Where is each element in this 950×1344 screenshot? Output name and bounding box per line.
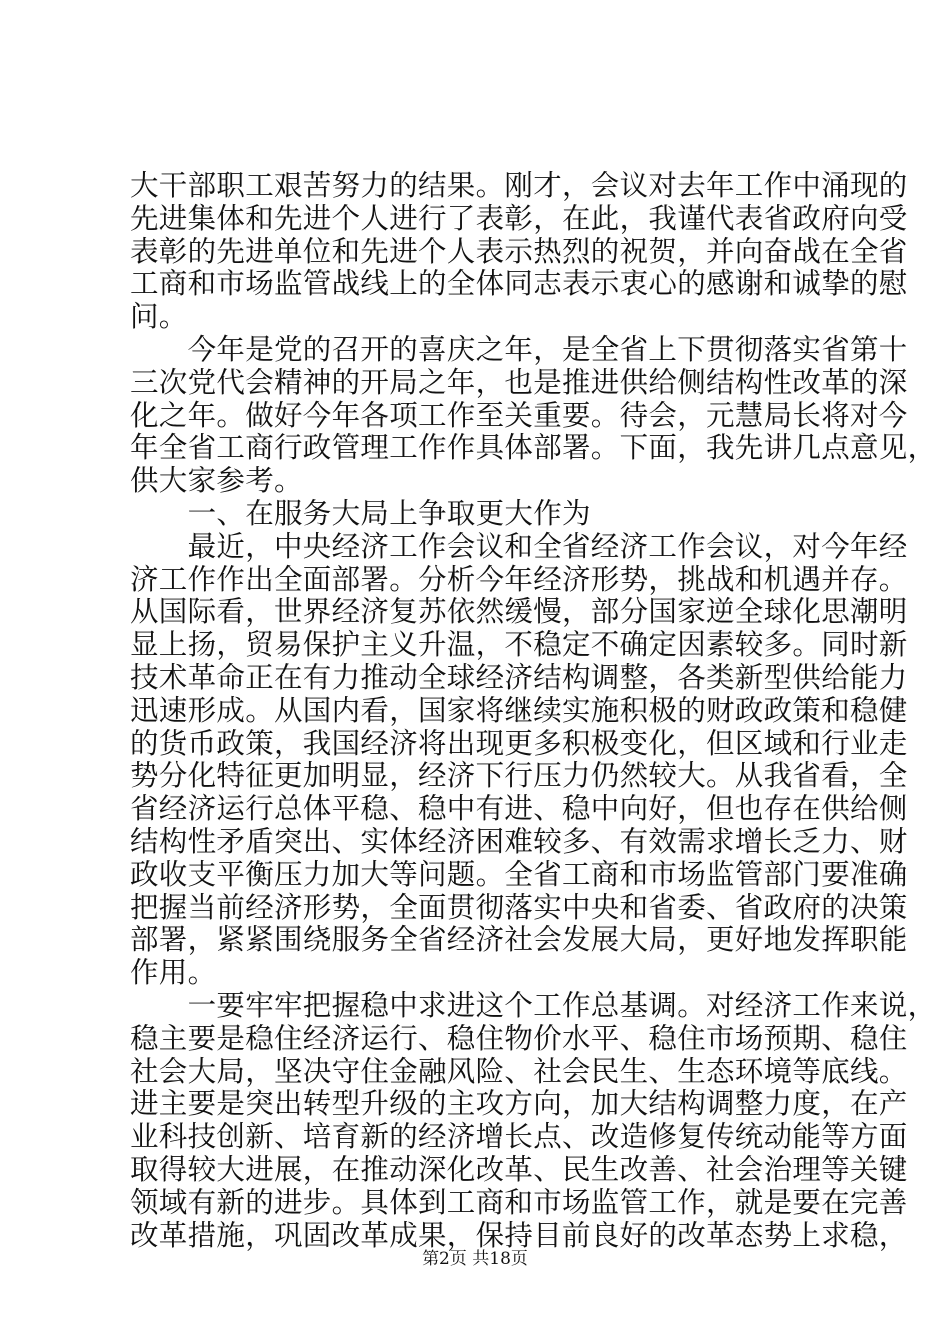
- text-line: 领域有新的进步。具体到工商和市场监管工作，就是要在完善: [130, 1185, 908, 1219]
- text-line: 先进集体和先进个人进行了表彰，在此，我谨代表省政府向受: [130, 201, 908, 235]
- text-line: 政收支平衡压力加大等问题。全省工商和市场监管部门要准确: [130, 857, 908, 891]
- text-line: 表彰的先进单位和先进个人表示热烈的祝贺，并向奋战在全省: [130, 234, 908, 268]
- page-number-footer: 第2页 共18页: [422, 1249, 528, 1269]
- text-line: 迅速形成。从国内看，国家将继续实施积极的财政政策和稳健: [130, 693, 908, 727]
- text-line: 改革措施，巩固改革成果，保持目前良好的改革态势上求稳，: [130, 1218, 908, 1252]
- text-line: 进主要是突出转型升级的主攻方向，加大结构调整力度，在产: [130, 1087, 908, 1121]
- text-line: 的货币政策，我国经济将出现更多积极变化，但区域和行业走: [130, 726, 908, 760]
- text-line: 大干部职工艰苦努力的结果。刚才，会议对去年工作中涌现的: [130, 169, 908, 202]
- text-line: 供大家参考。: [130, 464, 303, 498]
- text-line: 三次党代会精神的开局之年，也是推进供给侧结构性改革的深: [130, 365, 908, 399]
- text-line: 化之年。做好今年各项工作至关重要。待会，元慧局长将对今: [130, 398, 908, 432]
- text-line: 问。: [130, 300, 188, 334]
- text-line: 稳主要是稳住经济运行、稳住物价水平、稳住市场预期、稳住: [130, 1021, 908, 1055]
- text-line: 技术革命正在有力推动全球经济结构调整，各类新型供给能力: [130, 660, 908, 694]
- text-line: 今年是党的召开的喜庆之年，是全省上下贯彻落实省第十: [130, 332, 908, 366]
- text-line: 取得较大进展，在推动深化改革、民生改善、社会治理等关键: [130, 1152, 908, 1186]
- text-line: 结构性矛盾突出、实体经济困难较多、有效需求增长乏力、财: [130, 824, 908, 858]
- text-line: 济工作作出全面部署。分析今年经济形势，挑战和机遇并存。: [130, 562, 908, 596]
- text-line: 社会大局，坚决守住金融风险、社会民生、生态环境等底线。: [130, 1054, 908, 1088]
- text-line: 从国际看，世界经济复苏依然缓慢，部分国家逆全球化思潮明: [130, 595, 908, 629]
- text-line: 部署，紧紧围绕服务全省经济社会发展大局，更好地发挥职能: [130, 923, 908, 957]
- text-line: 一要牢牢把握稳中求进这个工作总基调。对经济工作来说，: [130, 988, 937, 1022]
- text-line: 最近，中央经济工作会议和全省经济工作会议，对今年经: [130, 529, 908, 563]
- text-line: 业科技创新、培育新的经济增长点、改造修复传统动能等方面: [130, 1120, 908, 1154]
- text-line: 势分化特征更加明显，经济下行压力仍然较大。从我省看，全: [130, 759, 908, 793]
- text-line: 工商和市场监管战线上的全体同志表示衷心的感谢和诚挚的慰: [130, 267, 908, 301]
- document-body: [130, 169, 937, 1252]
- text-line: 一、在服务大局上争取更大作为: [130, 496, 591, 530]
- text-line: 显上扬，贸易保护主义升温，不稳定不确定因素较多。同时新: [130, 628, 908, 662]
- text-line: 把握当前经济形势，全面贯彻落实中央和省委、省政府的决策: [130, 890, 908, 924]
- text-line: 省经济运行总体平稳、稳中有进、稳中向好，但也存在供给侧: [130, 792, 908, 826]
- text-line: 作用。: [130, 956, 217, 990]
- text-line: 年全省工商行政管理工作作具体部署。下面，我先讲几点意见，: [130, 431, 937, 465]
